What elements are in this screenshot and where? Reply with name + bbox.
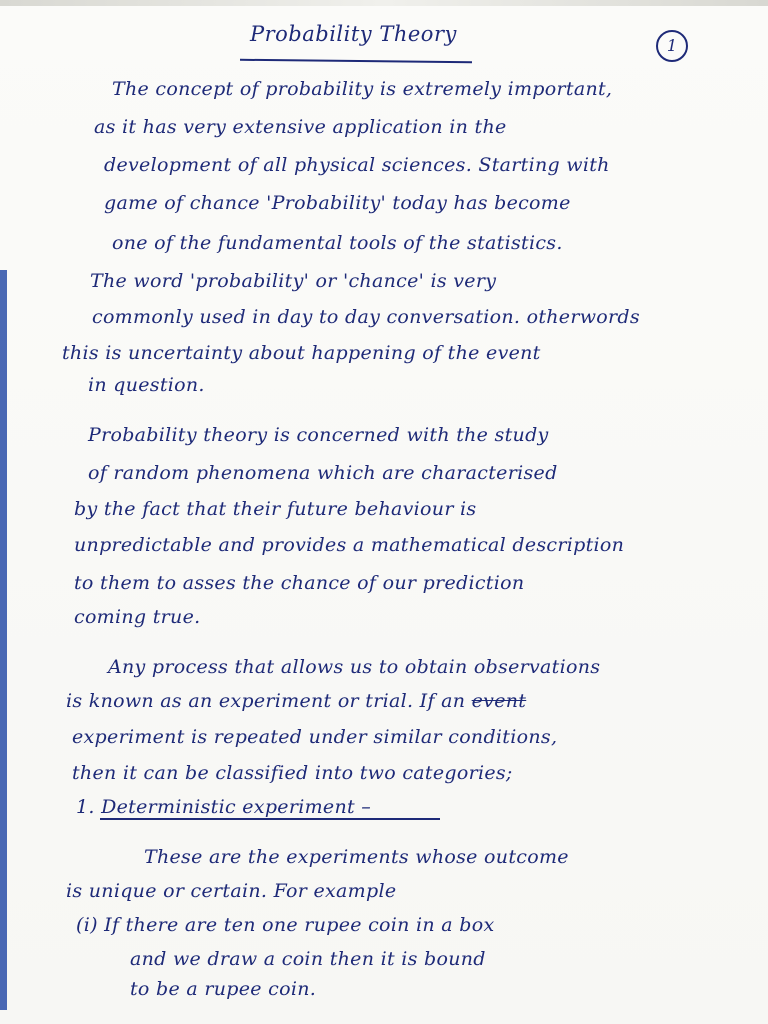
paragraph3-line: experiment is repeated under similar conditions, [72, 726, 558, 748]
section-heading: 1. Deterministic experiment – [76, 796, 372, 818]
section1-line: These are the experiments whose outcome [144, 846, 569, 868]
struck-word: event [471, 690, 527, 712]
paragraph2-line: Probability theory is concerned with the study [88, 424, 549, 446]
page-top-edge [0, 0, 768, 6]
paragraph3-line2-text: is known as an experiment or trial. If an [66, 690, 466, 712]
paragraph1-line: one of the fundamental tools of the statistics. [112, 232, 563, 254]
title-underline [240, 59, 472, 63]
paragraph1-line: The concept of probability is extremely important, [112, 78, 613, 100]
paragraph2-line: by the fact that their future behaviour is [74, 498, 477, 520]
page-title: Probability Theory [250, 22, 457, 46]
paragraph1-line: as it has very extensive application in the [94, 116, 507, 138]
page-number-circle: 1 [656, 30, 688, 62]
paragraph1-line: development of all physical sciences. Starting with [104, 154, 610, 176]
page-left-edge [0, 270, 7, 1010]
paragraph3-line [66, 690, 526, 712]
paragraph1-line: commonly used in day to day conversation. otherwords [92, 306, 640, 328]
paragraph1-line: game of chance 'Probability' today has become [104, 192, 571, 214]
paragraph3-line: Any process that allows us to obtain observations [108, 656, 601, 678]
section1-line: (i) If there are ten one rupee coin in a box [76, 914, 495, 936]
paragraph2-line: unpredictable and provides a mathematical description [74, 534, 625, 556]
paragraph1-line: in question. [88, 374, 205, 396]
paragraph2-line: to them to asses the chance of our prediction [74, 572, 525, 594]
section1-line: and we draw a coin then it is bound [130, 948, 486, 970]
section1-line: to be a rupee coin. [130, 978, 317, 1000]
section1-line: is unique or certain. For example [66, 880, 397, 902]
paragraph1-line: this is uncertainty about happening of the event [62, 342, 541, 364]
paragraph1-line: The word 'probability' or 'chance' is very [90, 270, 497, 292]
heading-underline [100, 818, 440, 820]
paragraph3-line: then it can be classified into two categories; [72, 762, 513, 784]
paragraph2-line: coming true. [74, 606, 201, 628]
paragraph2-line: of random phenomena which are characterised [88, 462, 558, 484]
